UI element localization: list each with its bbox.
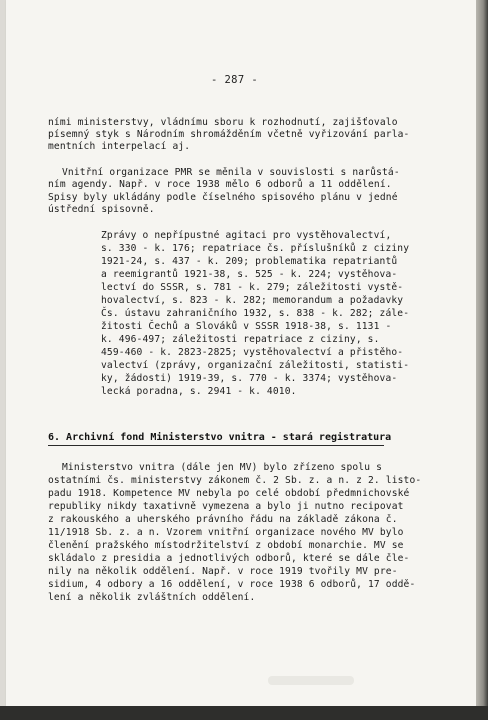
text-line: 11/1918 Sb. z. a n. Vzorem vnitřní organizace nového MV bylo [48,527,404,538]
text-line: lectví do SSSR, s. 781 - k. 279; záležitosti vystě- [101,282,404,293]
text-line: sidium, 4 odbory a 16 oddělení, v roce 1938 6 odborů, 17 oddě- [48,579,416,590]
text-line: skládalo z presidia a jednotlivých odborů, které se dále čle- [48,553,410,564]
heading-underline [48,445,384,446]
text-line: ním agendy. Např. v roce 1938 mělo 6 odborů a 11 oddělení. [48,179,392,190]
text-line: Spisy byly ukládány podle číselného spisového plánu v jedné [48,192,398,203]
text-line: a reemigrantů 1921-38, s. 525 - k. 224; vystěhova- [101,269,398,280]
text-line: ústřední spisovně. [48,204,155,215]
text-line: písemný styk s Národním shromážděním včetně vyřizování parla- [48,129,410,140]
text-line: ky, žádosti) 1919-39, s. 770 - k. 3374; vystěhova- [101,373,398,384]
text-line: ostatními čs. ministerstvy zákonem č. 2 Sb. z. a n. z 2. listo- [48,475,422,486]
text-line: 1921-24, s. 437 - k. 209; problematika repatriantů [101,256,398,267]
scan-bottom-border [0,706,488,720]
text-line: Vnitřní organizace PMR se měnila v souvislosti s narůstá- [62,167,400,178]
page-number: - 287 - [211,74,259,86]
text-line: žitosti Čechů a Slováků v SSSR 1918-38, s. 1131 - [101,321,392,332]
text-line: členění pražského místodržitelství z období monarchie. MV se [48,540,404,551]
section-heading: 6. Archivní fond Ministerstvo vnitra - stará registratura [48,432,392,443]
text-line: s. 330 - k. 176; repatriace čs. příslušníků z ciziny [101,243,410,254]
text-line: 459-460 - k. 2823-2825; vystěhovalectví a přistěho- [101,347,404,358]
text-line: Ministerstvo vnitra (dále jen MV) bylo zřízeno spolu s [62,462,382,473]
text-line: lecká poradna, s. 2941 - k. 4010. [101,386,297,397]
text-line: Čs. ústavu zahraničního 1932, s. 838 - k. 282; zále- [101,308,410,319]
show-through-mark [268,676,354,685]
text-line: nily na několik oddělení. Např. v roce 1919 tvořily MV pre- [48,566,398,577]
text-line: z rakouského a uherského právního řádu na základě zákona č. [48,514,398,525]
text-line: valectví (zprávy, organizační záležitosti, statisti- [101,360,410,371]
page-edge-shadow [476,0,488,706]
text-line: mentních interpelací aj. [48,141,191,152]
text-line: republiky nikdy taxativně vymezena a bylo ji nutno recipovat [48,501,404,512]
text-line: k. 496-497; záležitosti repatriace z ciziny, s. [101,334,380,345]
text-line: padu 1918. Kompetence MV nebyla po celé období předmnichovské [48,488,410,499]
text-line: lení a několik zvláštních oddělení. [48,592,256,603]
text-line: hovalectví, s. 823 - k. 282; memorandum a požadavky [101,295,404,306]
text-line: Zprávy o nepřípustné agitaci pro vystěhovalectví, [101,230,392,241]
text-line: ními ministerstvy, vládnímu sboru k rozhodnutí, zajišťovalo [48,117,398,128]
